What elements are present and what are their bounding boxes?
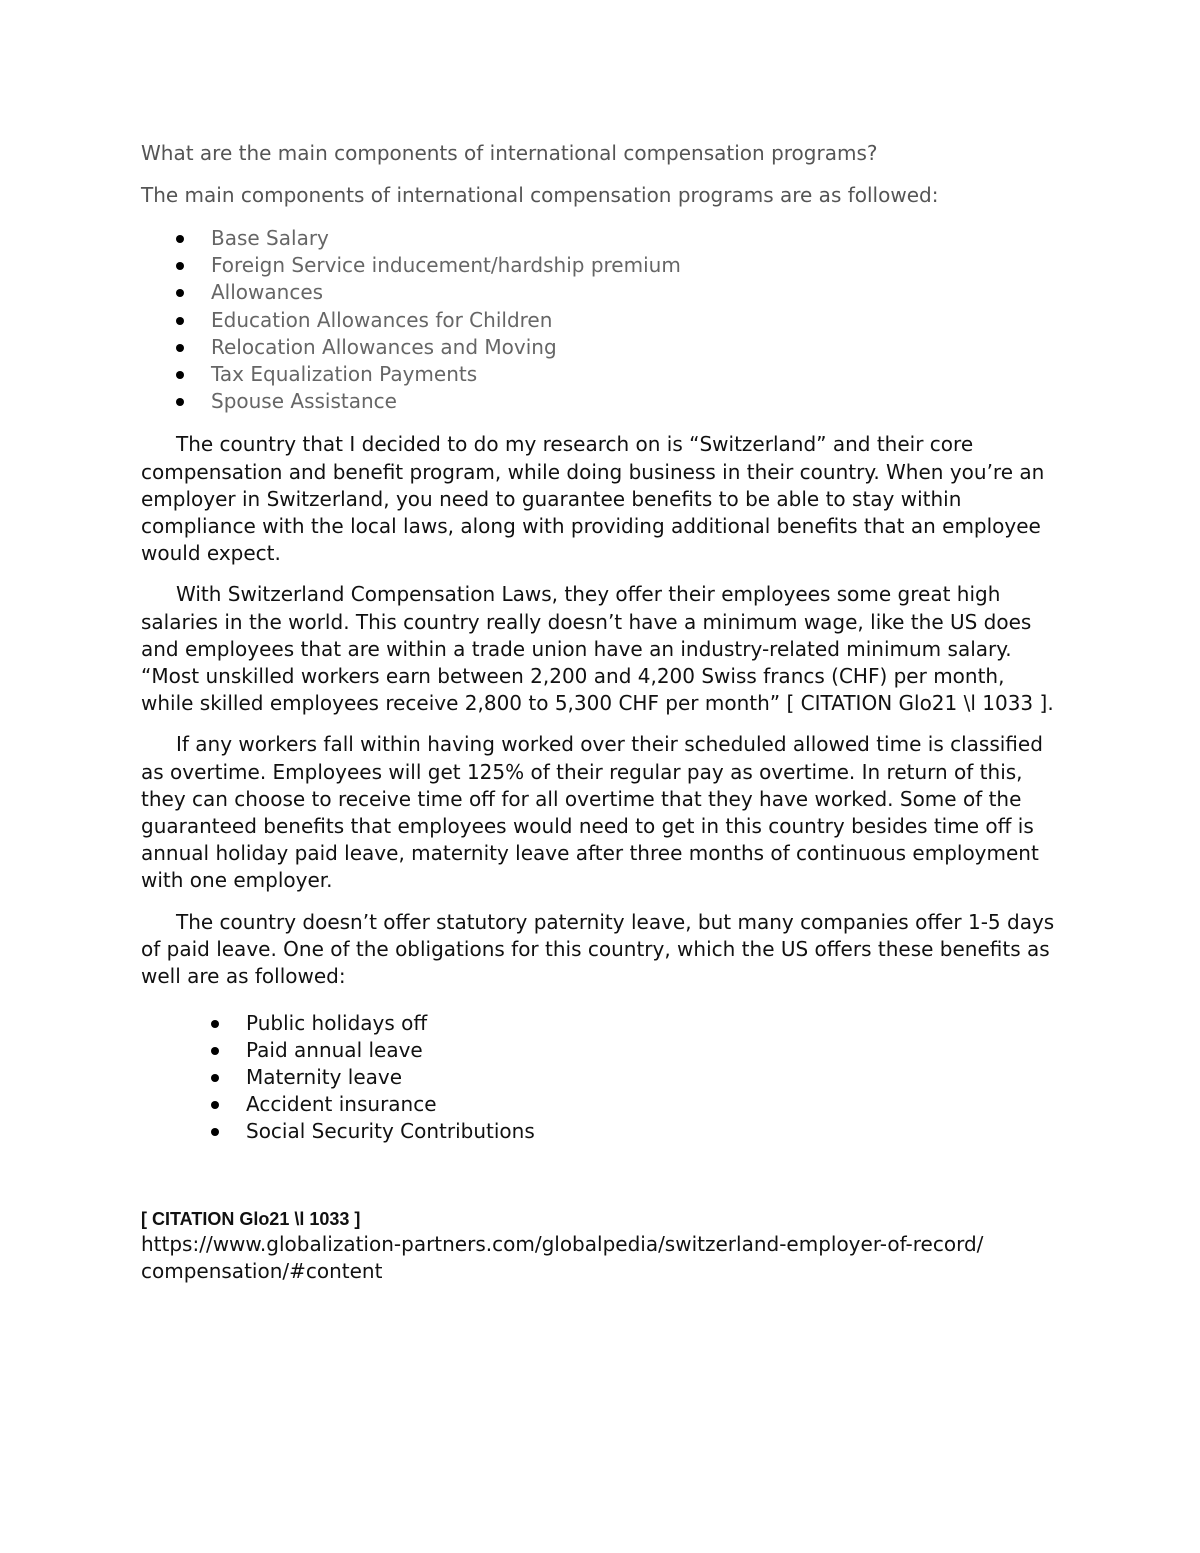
- bullet-icon: [176, 235, 184, 243]
- list-item: Relocation Allowances and Moving: [141, 334, 1061, 361]
- list-item: Spouse Assistance: [141, 388, 1061, 415]
- document-page: [141, 140, 1061, 1285]
- bullet-icon: [176, 262, 184, 270]
- paragraph-compensation-laws: With Switzerland Compensation Laws, they offer their employees some great high salaries in the world. This country really doesn’t have a minimum wage, like the US does and employees that are within a trade union have an industry-related minimum salary. “Most unskilled workers earn between 2,200 and 4,200 Swiss francs (CHF) per month, while skilled employees receive 2,800 to 5,300 CHF per month” [ CITATION Glo21 \l 1033 ].: [141, 582, 1054, 716]
- bullet-icon: [176, 289, 184, 297]
- citation-label: [ CITATION Glo21 \l 1033 ]: [141, 1209, 361, 1230]
- list-item: Allowances: [141, 279, 1061, 306]
- paragraph-overtime: If any workers fall within having worked over their scheduled allowed time is classified as overtime. Employees will get 125% of their regular pay as overtime. In return of this, they can choose to receive time off for all overtime that they have worked. Some of the guaranteed benefits that employees would need to get in this country besides time off is annual holiday paid leave, maternity leave after three months of continuous employment with one employer.: [141, 732, 1043, 893]
- benefits-list: [141, 1010, 1061, 1145]
- components-list: [141, 225, 1061, 415]
- question-heading: What are the main components of international compensation programs?: [141, 141, 878, 165]
- bullet-icon: [176, 344, 184, 352]
- list-item: Education Allowances for Children: [141, 307, 1061, 334]
- list-item: Accident insurance: [141, 1091, 1061, 1118]
- list-item: Maternity leave: [141, 1064, 1061, 1091]
- list-item: Social Security Contributions: [141, 1118, 1061, 1145]
- citation-url: https://www.globalization-partners.com/globalpedia/switzerland-employer-of-record/compensation/#content: [141, 1232, 984, 1284]
- bullet-icon: [176, 371, 184, 379]
- bullet-icon: [211, 1128, 219, 1136]
- list-item: Paid annual leave: [141, 1037, 1061, 1064]
- paragraph-paternity-leave: The country doesn’t offer statutory paternity leave, but many companies offer 1-5 days of paid leave. One of the obligations for this country, which the US offers these benefits as well are as followed:: [141, 909, 1055, 989]
- list-item: Tax Equalization Payments: [141, 361, 1061, 388]
- list-item: Base Salary: [141, 225, 1061, 252]
- list-item: Foreign Service inducement/hardship premium: [141, 252, 1061, 279]
- bullet-icon: [211, 1101, 219, 1109]
- answer-intro: The main components of international compensation programs are as followed:: [141, 183, 939, 207]
- paragraph-research-country: The country that I decided to do my research on is “Switzerland” and their core compensation and benefit program, while doing business in their country. When you’re an employer in Switzerland, you need to guarantee benefits to be able to stay within compliance with the local laws, along with providing additional benefits that an employee would expect.: [141, 432, 1045, 566]
- bullet-icon: [211, 1020, 219, 1028]
- bullet-icon: [176, 317, 184, 325]
- bullet-icon: [211, 1047, 219, 1055]
- list-item: Public holidays off: [141, 1010, 1061, 1037]
- bullet-icon: [211, 1074, 219, 1082]
- bullet-icon: [176, 398, 184, 406]
